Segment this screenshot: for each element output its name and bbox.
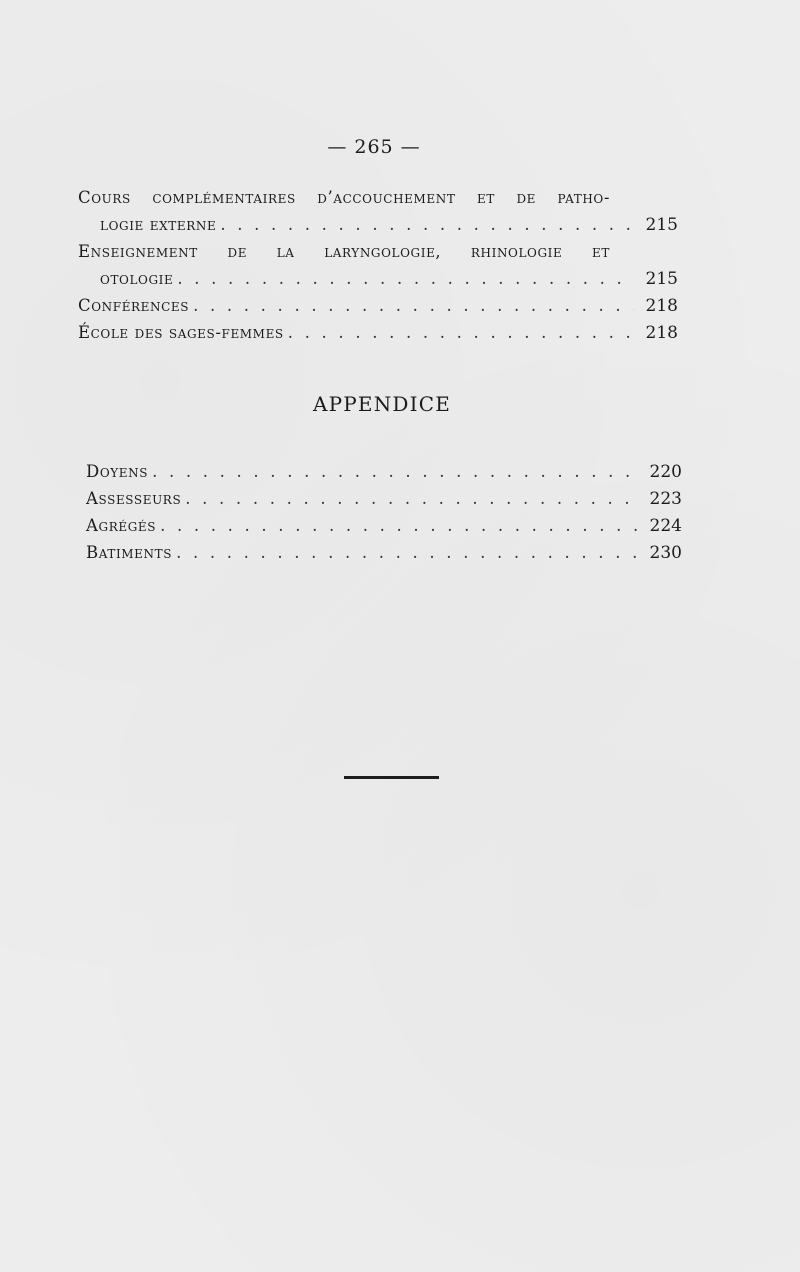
appendix-entry-assesseurs [86,485,682,512]
toc-entry-line-with-page [78,292,678,319]
appendix-entry-label: Batiments [86,543,173,562]
toc-page-number: 215 [645,215,678,235]
page-number: — 265 — [327,136,421,158]
toc-entry-line-with-page [78,319,678,346]
appendix-page-number: 220 [649,462,682,482]
toc-page-number: 218 [645,296,678,316]
toc-entry-line-with-page [78,211,678,238]
toc-page-number: 215 [645,269,678,289]
appendix-page-number: 230 [649,543,682,563]
end-rule [344,776,439,779]
dot-leader [288,319,634,346]
toc-entry-line-with-page [78,265,678,292]
toc-entry-label: École des sages-femmes [78,323,284,342]
dot-leader [185,485,638,512]
appendix-entry-label: Agrégés [86,516,157,535]
toc-entry-ecole-sages-femmes [78,319,678,346]
appendix-page-number: 224 [649,516,682,536]
toc-page-number: 218 [645,323,678,343]
toc-entry-conferences [78,292,678,319]
appendix-heading: APPENDICE [312,392,452,416]
toc-entry-line: Enseignement de la laryngologie, rhinologie et [78,242,610,261]
toc-entry-label: logie externe [100,215,217,234]
toc-entry-line: Cours complémentaires d’accouchement et de patho- [78,188,610,207]
appendix-entry-agreges [86,512,682,539]
dot-leader [220,211,634,238]
appendix-page-number: 223 [649,489,682,509]
dot-leader [160,512,638,539]
toc-entry-label: otologie [100,269,174,288]
dot-leader [193,292,634,319]
dot-leader [152,458,638,485]
appendix-entry-label: Assesseurs [86,489,182,508]
toc-entry-cours-complementaires [78,184,678,238]
dot-leader [177,265,634,292]
appendix-entry-doyens [86,458,682,485]
toc-entry-enseignement [78,238,678,292]
table-of-contents [78,184,678,346]
toc-entry-label: Conférences [78,296,190,315]
appendix-contents [86,458,682,566]
appendix-entry-batiments [86,539,682,566]
dot-leader [176,539,638,566]
appendix-entry-label: Doyens [86,462,149,481]
